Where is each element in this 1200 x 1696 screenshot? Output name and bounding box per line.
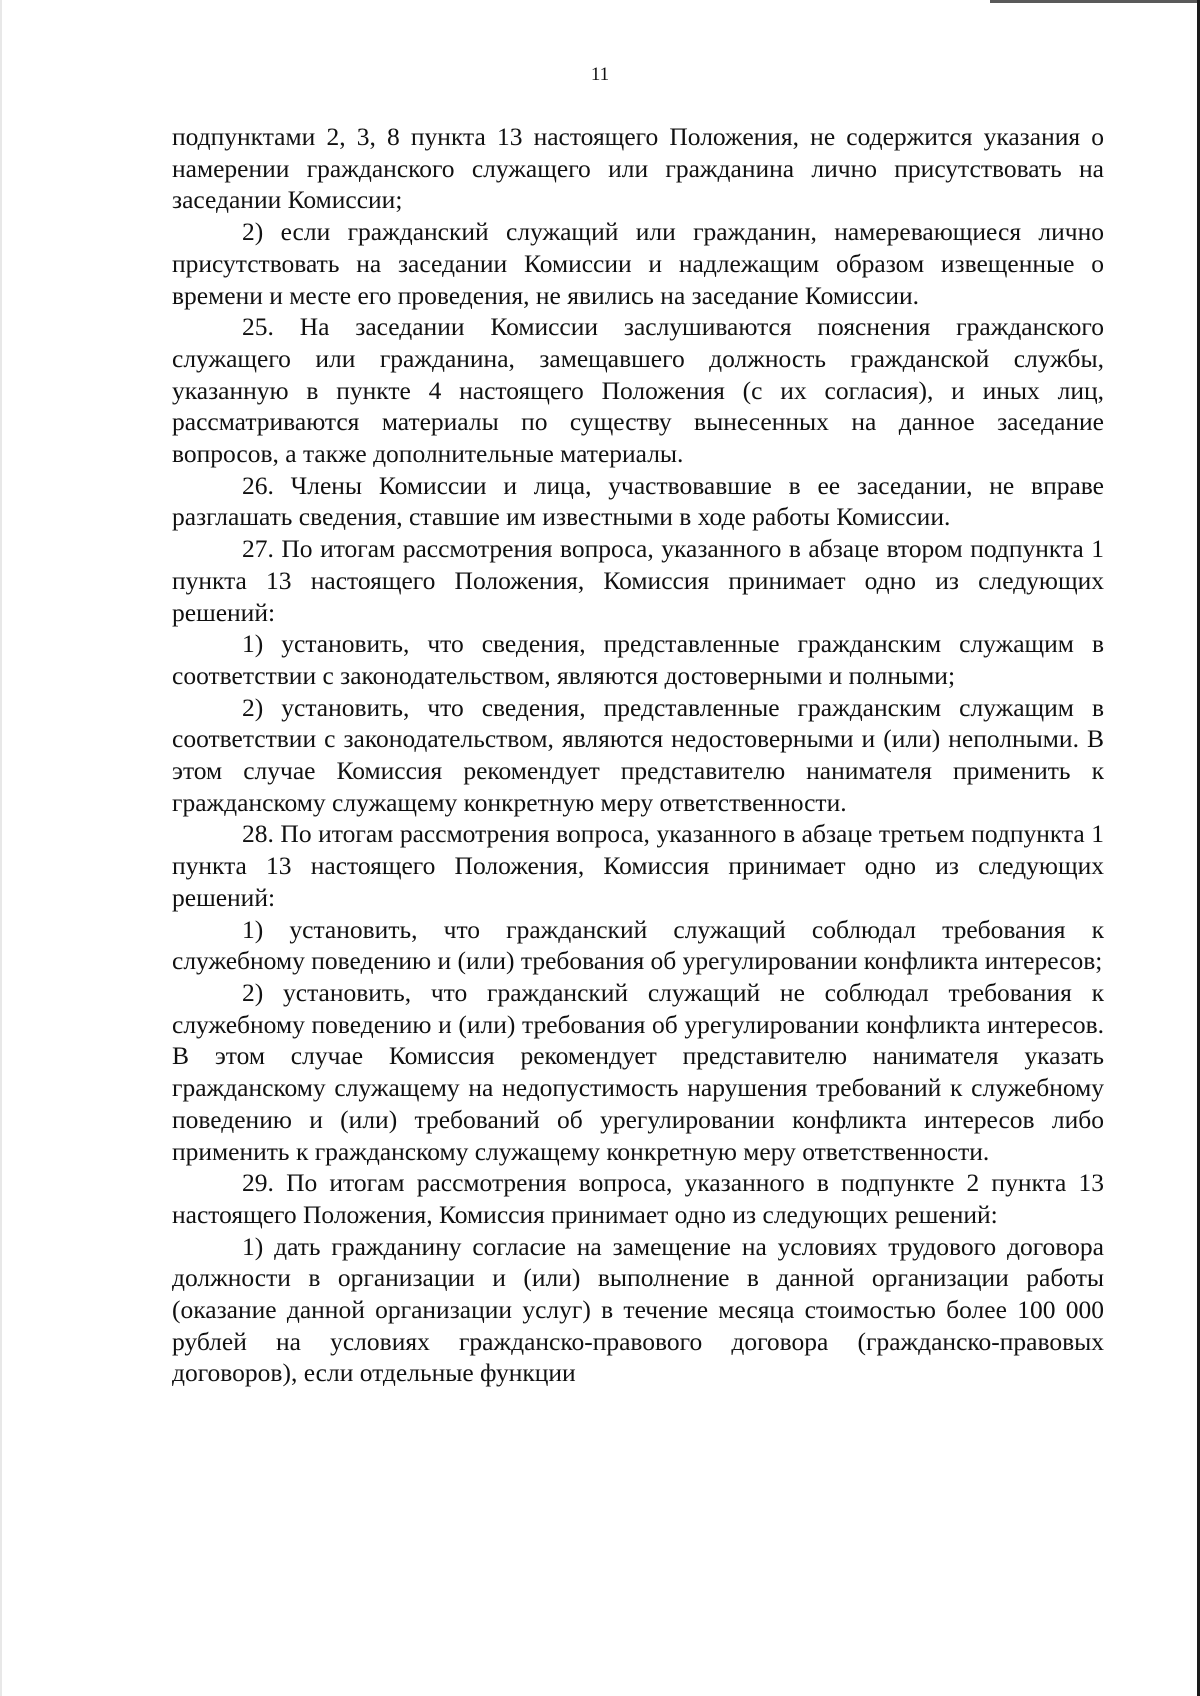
document-body — [172, 121, 1104, 1389]
paragraph: 25. На заседании Комиссии заслушиваются пояснения гражданского служащего или гражданина, замещавшего должность гражданской службы, указанную в пункте 4 настоящего Положения (с их согласия), и иных лиц, рассматриваются материалы по существу вынесенных на данное заседание вопросов, а также дополнительные материалы. — [172, 312, 1104, 469]
paragraph: 1) установить, что сведения, представленные гражданским служащим в соответствии с законодательством, являются достоверными и полными; — [172, 629, 1104, 690]
scan-edge-top — [990, 0, 1197, 3]
paragraph: 29. По итогам рассмотрения вопроса, указанного в подпункте 2 пункта 13 настоящего Положения, Комиссия принимает одно из следующих решений: — [172, 1168, 1104, 1229]
paragraph: 27. По итогам рассмотрения вопроса, указанного в абзаце втором подпункта 1 пункта 13 настоящего Положения, Комиссия принимает одно из следующих решений: — [172, 534, 1104, 627]
paragraph: 28. По итогам рассмотрения вопроса, указанного в абзаце третьем подпункта 1 пункта 13 настоящего Положения, Комиссия принимает одно из следующих решений: — [172, 819, 1104, 912]
paragraph: 2) установить, что сведения, представленные гражданским служащим в соответствии с законодательством, являются недостоверными и (или) неполными. В этом случае Комиссия рекомендует представителю нанимателя применить к гражданскому служащему конкретную меру ответственности. — [172, 692, 1104, 817]
paragraph: 2) если гражданский служащий или гражданин, намеревающиеся лично присутствовать на заседании Комиссии и надлежащим образом извещенные о времени и месте его проведения, не явились на заседание Комиссии. — [172, 217, 1104, 310]
paragraph: подпунктами 2, 3, 8 пункта 13 настоящего Положения, не содержится указания о намерении гражданского служащего или гражданина лично присутствовать на заседании Комиссии; — [172, 122, 1104, 215]
page-number: 11 — [590, 64, 610, 85]
paragraph: 2) установить, что гражданский служащий не соблюдал требования к служебному поведению и (или) требования об урегулировании конфликта интересов. В этом случае Комиссия рекомендует представителю нанимателя указать гражданскому служащему на недопустимость нарушения требований к служебному поведению и (или) требований об урегулировании конфликта интересов либо применить к гражданскому служащему конкретную меру ответственности. — [172, 977, 1104, 1166]
scan-edge-left — [0, 0, 2, 1696]
paragraph: 26. Члены Комиссии и лица, участвовавшие в ее заседании, не вправе разглашать сведения, ставшие им известными в ходе работы Комиссии. — [172, 470, 1104, 532]
paragraph: 1) дать гражданину согласие на замещение на условиях трудового договора должности в организации и (или) выполнение в данной организации работы (оказание данной организации услуг) в течение месяца стоимостью более 100 000 рублей на условиях гражданско-правового договора (гражданско-правовых договоров), если отдельные функции — [172, 1231, 1104, 1388]
paragraph: 1) установить, что гражданский служащий соблюдал требования к служебному поведению и (или) требования об урегулировании конфликта интересов; — [172, 914, 1104, 976]
